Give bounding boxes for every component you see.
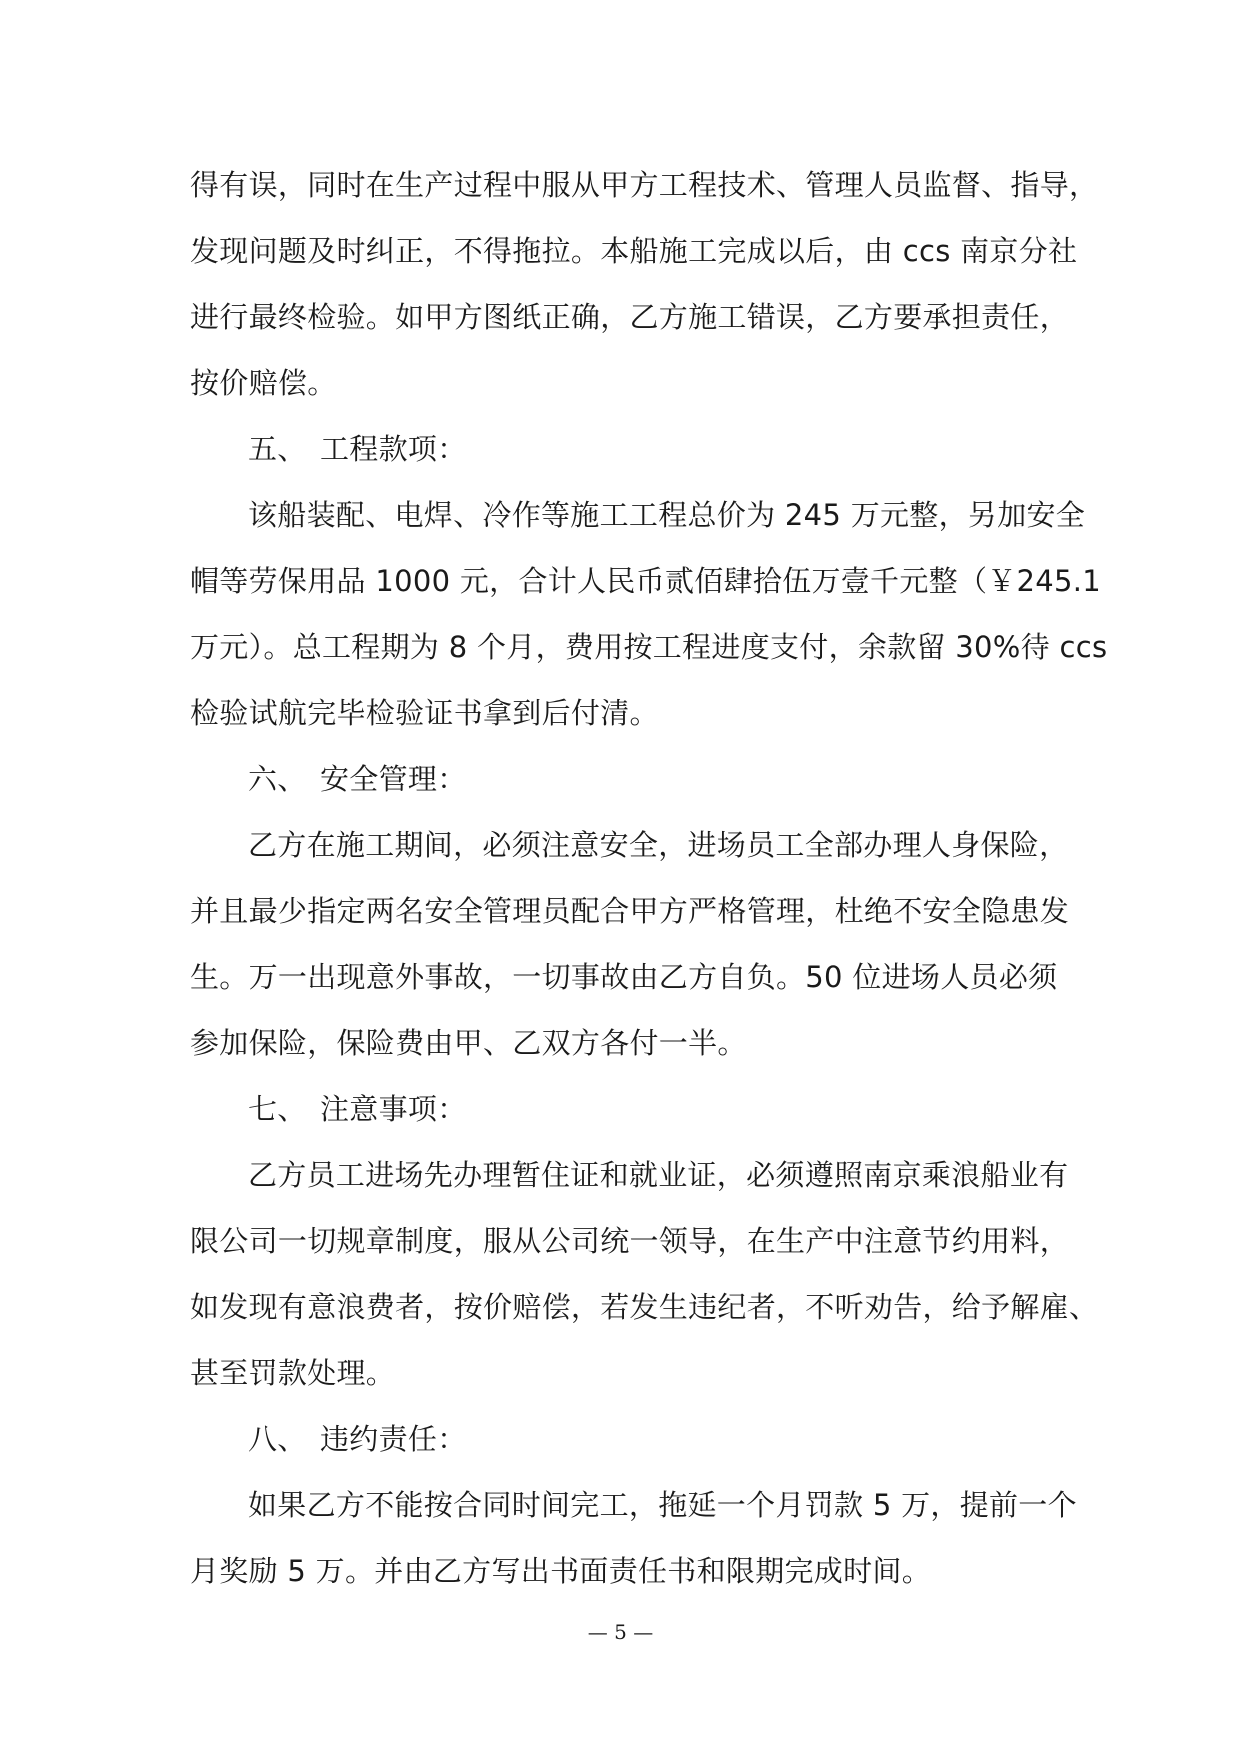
section-heading [190,1406,1050,1472]
section-title: 安全管理： [320,762,467,796]
paragraph-line: 并且最少指定两名安全管理员配合甲方严格管理，杜绝不安全隐患发 [190,894,1070,928]
paragraph-line: 帽等劳保用品 1000 元，合计人民币贰佰肆拾伍万壹千元整（￥245.1 [190,564,1102,598]
section-number: 七、 [248,1092,307,1126]
paragraph-line: 乙方员工进场先办理暂住证和就业证，必须遵照南京乘浪船业有 [248,1158,1069,1192]
paragraph-line: 该船装配、电焊、冷作等施工工程总价为 245 万元整，另加安全 [248,498,1086,532]
paragraph-line: 如果乙方不能按合同时间完工，拖延一个月罚款 5 万，提前一个 [248,1488,1077,1522]
paragraph-line: 得有误，同时在生产过程中服从甲方工程技术、管理人员监督、指导， [190,168,1099,202]
section-title: 注意事项： [320,1092,467,1126]
paragraph-line: 万元）。总工程期为 8 个月，费用按工程进度支付，余款留 30%待 ccs [190,630,1108,664]
section-title: 违约责任： [320,1422,467,1456]
section-number: 五、 [248,432,307,466]
section-heading [190,416,1050,482]
paragraph-line: 进行最终检验。如甲方图纸正确，乙方施工错误，乙方要承担责任， [190,300,1070,334]
paragraph-line: 甚至罚款处理。 [190,1356,396,1390]
paragraph-line: 生。万一出现意外事故，一切事故由乙方自负。50 位进场人员必须 [190,960,1058,994]
section-heading [190,746,1050,812]
section-number: 八、 [248,1422,307,1456]
paragraph-line: 乙方在施工期间，必须注意安全，进场员工全部办理人身保险， [248,828,1069,862]
paragraph-line: 限公司一切规章制度，服从公司统一领导，在生产中注意节约用料， [190,1224,1070,1258]
paragraph-line: 发现问题及时纠正，不得拖拉。本船施工完成以后，由 ccs 南京分社 [190,234,1078,268]
page-number: — 5 — [587,1620,654,1644]
paragraph-line: 如发现有意浪费者，按价赔偿，若发生违纪者，不听劝告，给予解雇、 [190,1290,1099,1324]
document-body [190,152,1108,1604]
paragraph-line: 参加保险，保险费由甲、乙双方各付一半。 [190,1026,747,1060]
section-heading [190,1076,1050,1142]
paragraph-line: 按价赔偿。 [190,366,337,400]
paragraph-line: 月奖励 5 万。并由乙方写出书面责任书和限期完成时间。 [190,1554,931,1588]
section-title: 工程款项： [320,432,467,466]
paragraph-line: 检验试航完毕检验证书拿到后付清。 [190,696,659,730]
section-number: 六、 [248,762,307,796]
